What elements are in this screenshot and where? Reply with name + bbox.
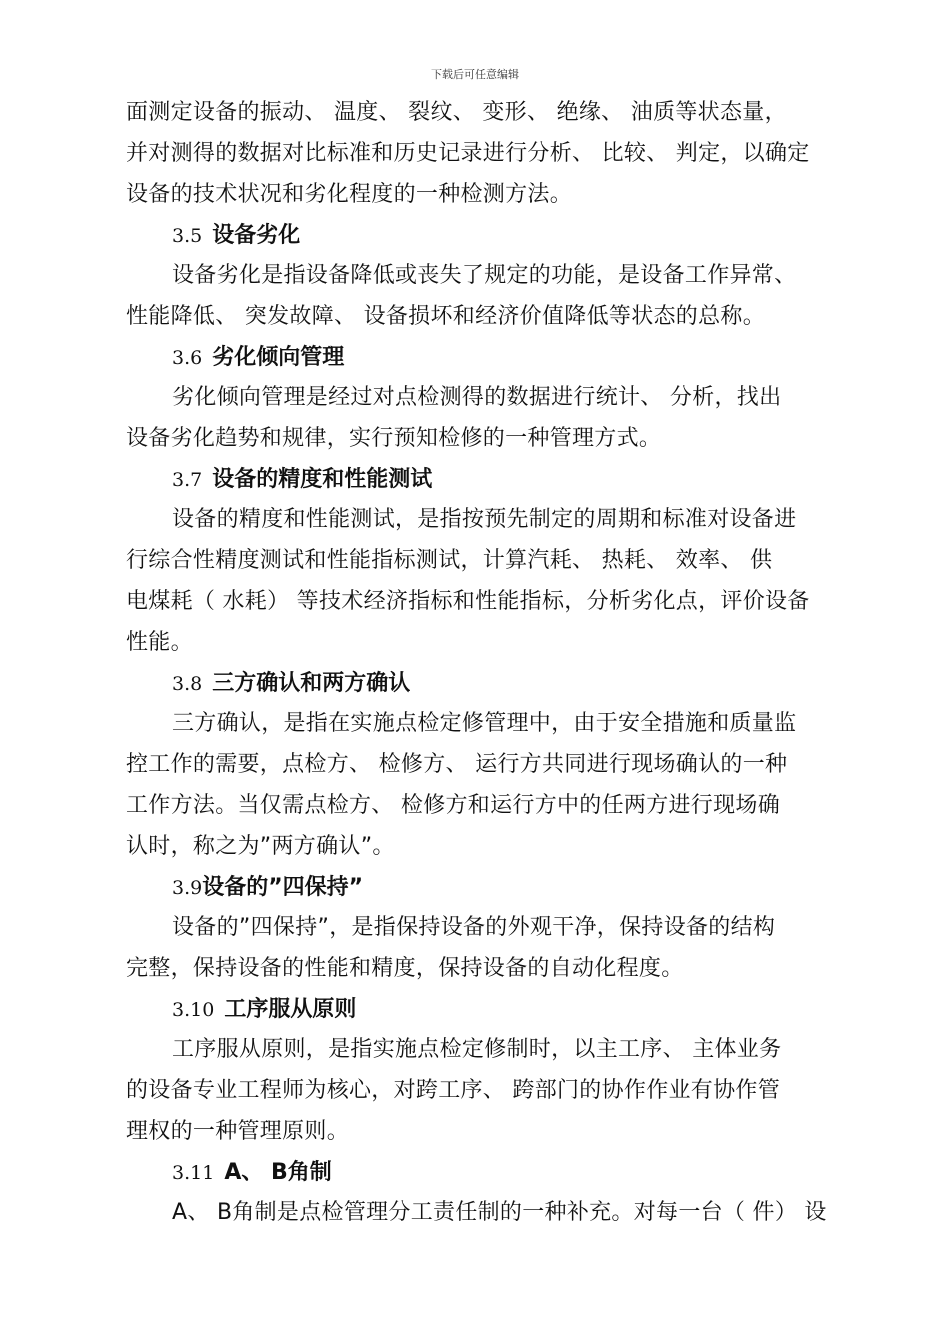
- section-number: 3.7: [172, 469, 203, 491]
- section-title: 工序服从原则: [224, 997, 357, 1022]
- paragraph-line: 认时，称之为”两方确认”。: [126, 834, 395, 859]
- paragraph-line: 设备劣化是指设备降低或丧失了规定的功能，是设备工作异常、: [172, 263, 797, 288]
- paragraph-line: 设备的精度和性能测试，是指按预先制定的周期和标准对设备进: [172, 507, 797, 532]
- paragraph-line: 设备劣化趋势和规律，实行预知检修的一种管理方式。: [126, 426, 662, 451]
- paragraph-line: 面测定设备的振动、 温度、 裂纹、 变形、 绝缘、 油质等状态量，: [126, 100, 787, 125]
- section-heading: [126, 667, 831, 707]
- page-header: 下载后可任意编辑: [431, 68, 519, 81]
- section-title: 设备的精度和性能测试: [212, 467, 433, 492]
- section-title: 设备劣化: [212, 223, 301, 248]
- paragraph-line: 完整，保持设备的性能和精度，保持设备的自动化程度。: [126, 956, 684, 981]
- paragraph-line: 行综合性精度测试和性能指标测试，计算汽耗、 热耗、 效率、 供: [126, 548, 773, 573]
- section-number: 3.11: [172, 1162, 215, 1184]
- section-title: 三方确认和两方确认: [212, 671, 411, 696]
- paragraph-line: 设备的”四保持”，是指保持设备的外观干净，保持设备的结构: [172, 915, 776, 940]
- paragraph-line: 三方确认，是指在实施点检定修管理中，由于安全措施和质量监: [172, 711, 797, 736]
- section-number: 3.9: [172, 877, 203, 899]
- section-number: 3.10: [172, 999, 215, 1021]
- section-title: 设备的”四保持”: [202, 875, 364, 900]
- section-number: 3.5: [172, 225, 203, 247]
- section-number: 3.6: [172, 347, 203, 369]
- section-heading: [126, 463, 831, 503]
- paragraph-line: 理权的一种管理原则。: [126, 1119, 350, 1144]
- paragraph-line: 控工作的需要，点检方、 检修方、 运行方共同进行现场确认的一种: [126, 752, 788, 777]
- section-heading: [126, 341, 831, 381]
- section-title: 劣化倾向管理: [212, 345, 345, 370]
- paragraph-line: 工作方法。当仅需点检方、 检修方和运行方中的任两方进行现场确: [126, 793, 780, 818]
- paragraph-line: A、 B角制是点检管理分工责任制的一种补充。对每一台（ 件） 设: [172, 1200, 827, 1225]
- section-heading: [126, 219, 831, 259]
- paragraph-line: 并对测得的数据对比标准和历史记录进行分析、 比较、 判定，以确定: [126, 141, 810, 166]
- paragraph-line: 设备的技术状况和劣化程度的一种检测方法。: [126, 182, 573, 207]
- section-title: A、 B角制: [224, 1160, 332, 1185]
- paragraph-line: 劣化倾向管理是经过对点检测得的数据进行统计、 分析，找出: [172, 385, 782, 410]
- paragraph-line: 电煤耗（ 水耗） 等技术经济指标和性能指标，分析劣化点，评价设备: [126, 589, 810, 614]
- section-heading: [126, 1156, 831, 1196]
- paragraph-line: 的设备专业工程师为核心，对跨工序、 跨部门的协作作业有协作管: [126, 1078, 780, 1103]
- section-heading: [126, 871, 831, 911]
- paragraph-line: 工序服从原则，是指实施点检定修制时，以主工序、 主体业务: [172, 1037, 782, 1062]
- section-heading: [126, 993, 831, 1033]
- paragraph-line: 性能降低、 突发故障、 设备损坏和经济价值降低等状态的总称。: [126, 304, 765, 329]
- document-body: [126, 96, 831, 1237]
- paragraph-line: 性能。: [126, 630, 193, 655]
- section-number: 3.8: [172, 673, 203, 695]
